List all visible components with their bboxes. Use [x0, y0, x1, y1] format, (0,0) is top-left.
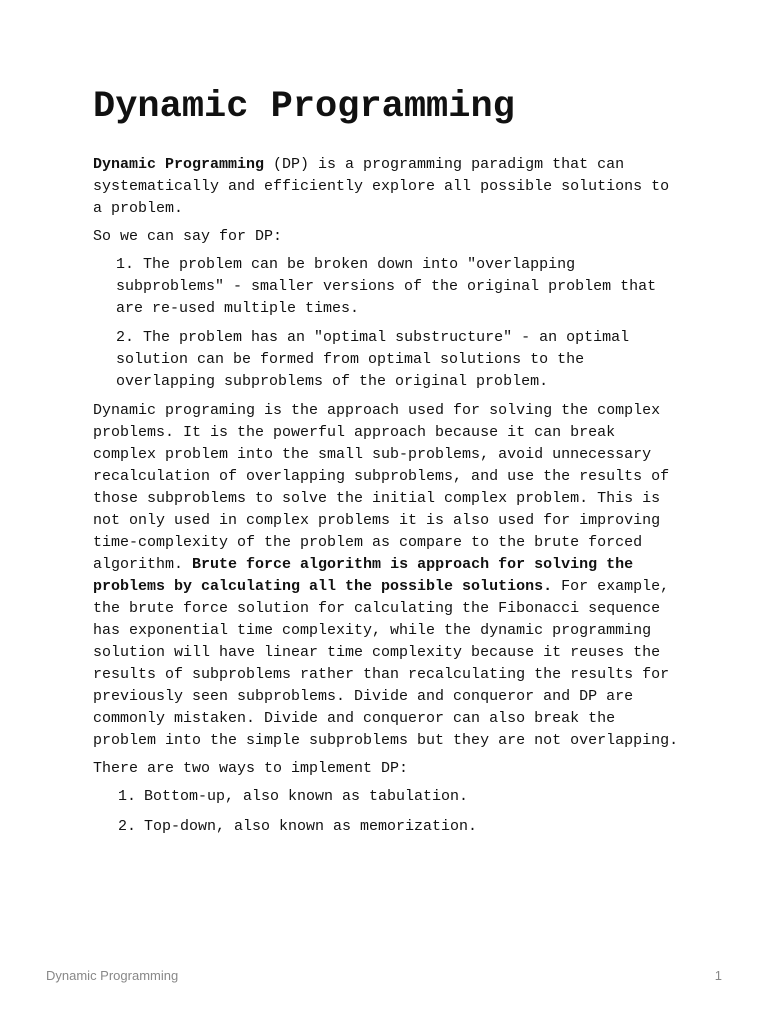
list-item: [93, 254, 683, 320]
intro-term: Dynamic Programming: [93, 156, 265, 173]
page-content: [93, 84, 683, 846]
body-bold-text: Brute force algorithm is approach for solving the problems by calculating all the possible solutions.: [93, 556, 634, 595]
body-text-part1: Dynamic programing is the approach used for solving the complex problems. It is the powerful approach because it can break complex problem into the small sub-problems, avoid unnecessary recalculation of overlapping subproblems, and use the results of those subproblems to solve the initial complex problem. This is not only used in complex problems it is also used for improving time-complexity of the problem as compare to the brute forced algorithm.: [93, 402, 670, 573]
list-marker: 1.: [116, 256, 135, 273]
intro-text: (DP) is a programming paradigm that can systematically and efficiently explore all possible solutions to a problem.: [93, 156, 670, 217]
list-item: [93, 816, 683, 838]
ways-intro: There are two ways to implement DP:: [93, 760, 409, 777]
body-text-part2: For example, the brute force solution for calculating the Fibonacci sequence has exponential time complexity, while the dynamic programming solution will have linear time complexity because it reuses the results of subproblems rather than recalculating the results for previously seen subproblems. Divide and conqueror and DP are commonly mistaken. Divide and conqueror can also break the problem into the simple subproblems but they are not overlapping.: [93, 578, 679, 749]
footer-title: Dynamic Programming: [46, 968, 179, 983]
list-item: [93, 786, 683, 808]
list-marker: 2.: [118, 818, 137, 835]
body-paragraph: [93, 400, 683, 752]
page-number: 1: [714, 968, 722, 983]
list-item-text: The problem can be broken down into "overlapping subproblems" - smaller versions of the original problem that are re-used multiple times.: [116, 256, 657, 317]
intro-paragraph: [93, 154, 683, 220]
list-item-text: Top-down, also known as memorization.: [144, 818, 478, 835]
list-item-text: The problem has an "optimal substructure" - an optimal solution can be formed from optimal solutions to the overlapping subproblems of the original problem.: [116, 329, 630, 390]
conditions-list: [93, 254, 683, 393]
list-item: [93, 327, 683, 393]
page-title: Dynamic Programming: [93, 86, 515, 128]
list-marker: 1.: [118, 788, 137, 805]
list-marker: 2.: [116, 329, 135, 346]
say-for-dp: So we can say for DP:: [93, 228, 283, 245]
ways-list: [93, 786, 683, 838]
list-item-text: Bottom-up, also known as tabulation.: [144, 788, 469, 805]
